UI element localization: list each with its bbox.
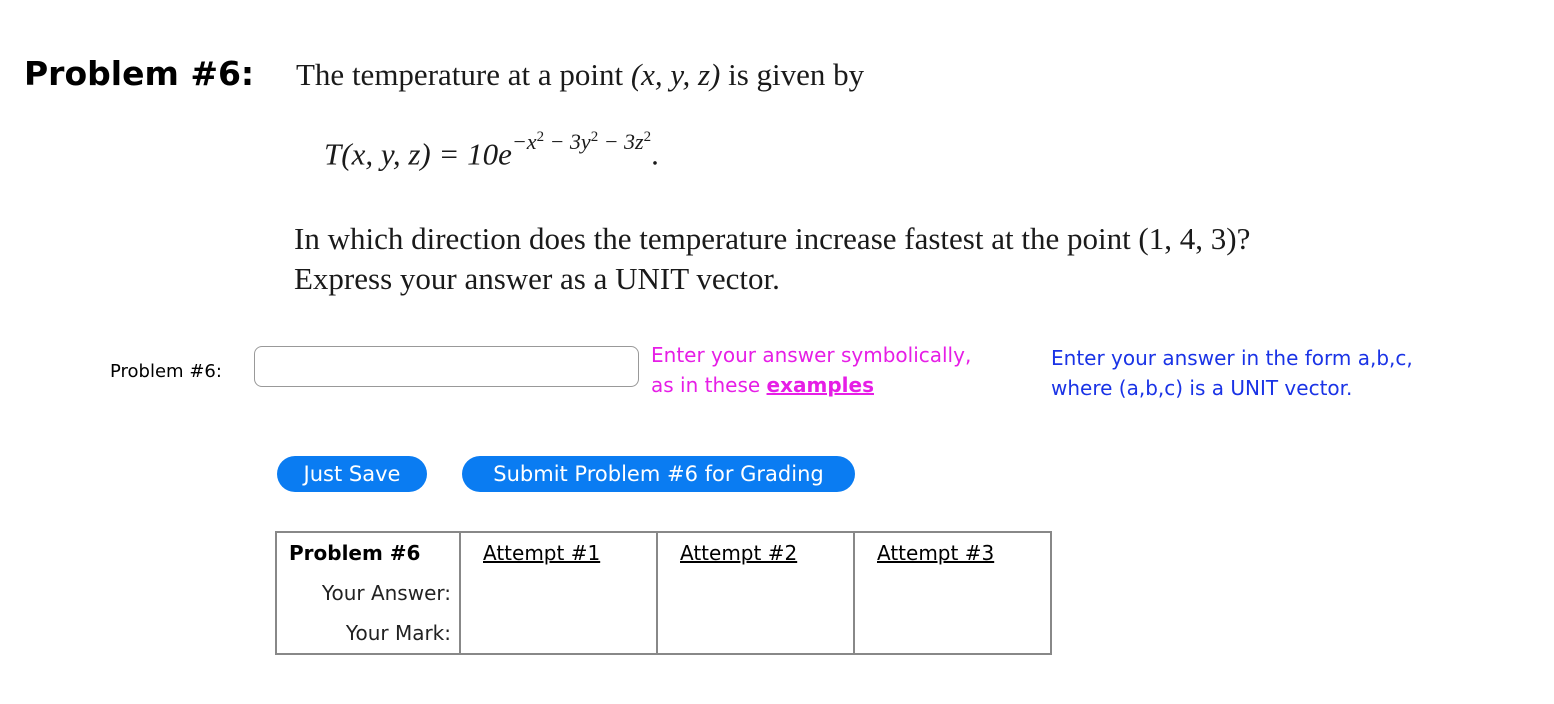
formula-power-2: 2 bbox=[590, 129, 599, 145]
just-save-button[interactable]: Just Save bbox=[277, 456, 427, 492]
problem-question bbox=[294, 219, 1250, 299]
attempts-header-problem: Problem #6 bbox=[289, 541, 421, 565]
attempt-3-answer bbox=[854, 573, 1051, 613]
attempts-table bbox=[275, 531, 1052, 655]
symbolic-hint bbox=[651, 340, 971, 400]
intro-point: (x, y, z) bbox=[630, 57, 721, 92]
formula-exp-prefix: −x bbox=[511, 129, 537, 155]
examples-link[interactable]: examples bbox=[766, 373, 874, 397]
format-hint-line-2: where (a,b,c) is a UNIT vector. bbox=[1051, 376, 1353, 400]
your-answer-label: Your Answer: bbox=[321, 581, 451, 605]
formula-lhs: T(x, y, z) = 10e bbox=[324, 136, 512, 172]
attempt-2-answer bbox=[657, 573, 854, 613]
symbolic-hint-line-1: Enter your answer symbolically, bbox=[651, 343, 972, 367]
question-line-2: Express your answer as a UNIT vector. bbox=[294, 261, 780, 296]
formula-power-3: 2 bbox=[643, 129, 652, 145]
problem-intro bbox=[296, 57, 864, 93]
formula-exp-mid1: − 3y bbox=[544, 129, 591, 155]
formula-exponent bbox=[512, 129, 651, 154]
submit-grading-button[interactable]: Submit Problem #6 for Grading bbox=[462, 456, 855, 492]
symbolic-hint-prefix: as in these bbox=[651, 373, 761, 397]
attempt-3-mark bbox=[854, 613, 1051, 654]
intro-text: The temperature at a point bbox=[296, 57, 624, 92]
answer-input[interactable] bbox=[254, 346, 639, 387]
attempt-1-mark bbox=[460, 613, 657, 654]
attempts-header-row bbox=[276, 532, 1051, 573]
problem-heading: Problem #6: bbox=[24, 54, 255, 93]
formula-power-1: 2 bbox=[536, 129, 545, 145]
attempt-1-link[interactable]: Attempt #1 bbox=[460, 532, 657, 573]
intro-tail: is given by bbox=[728, 57, 865, 92]
your-answer-row bbox=[276, 573, 1051, 613]
your-mark-label: Your Mark: bbox=[345, 621, 451, 645]
format-hint-line-1: Enter your answer in the form a,b,c, bbox=[1051, 346, 1413, 370]
attempt-3-link[interactable]: Attempt #3 bbox=[854, 532, 1051, 573]
answer-label: Problem #6: bbox=[110, 361, 222, 382]
formula-end: . bbox=[651, 136, 659, 172]
formula-exp-mid2: − 3z bbox=[598, 129, 644, 155]
attempt-1-answer bbox=[460, 573, 657, 613]
format-hint bbox=[1051, 343, 1413, 403]
question-line-1: In which direction does the temperature increase fastest at the point (1, 4, 3)? bbox=[294, 221, 1251, 256]
your-mark-row bbox=[276, 613, 1051, 654]
temperature-formula bbox=[324, 129, 659, 173]
symbolic-hint-line-2 bbox=[651, 370, 971, 400]
attempt-2-link[interactable]: Attempt #2 bbox=[657, 532, 854, 573]
attempt-2-mark bbox=[657, 613, 854, 654]
